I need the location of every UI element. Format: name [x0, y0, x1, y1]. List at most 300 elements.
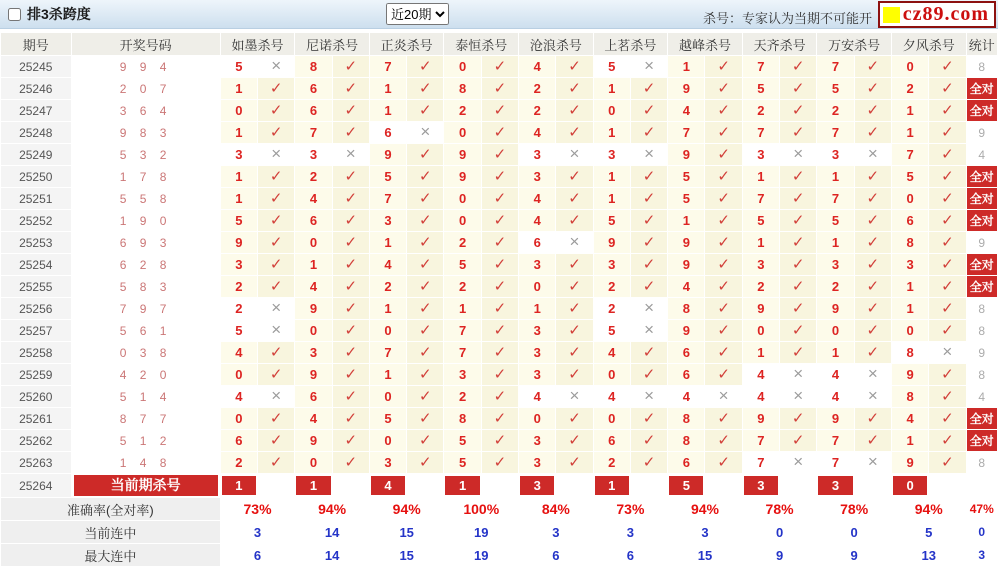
kill-number-cell: 8 — [444, 408, 480, 429]
footer-value-cell: 78% — [817, 498, 891, 520]
check-icon: ✓ — [866, 102, 880, 119]
kill-mark-cell — [705, 386, 741, 407]
kill-number-cell: 3 — [519, 320, 555, 341]
kill-number-cell: 1 — [892, 276, 928, 297]
kill-number-cell: 1 — [817, 232, 853, 253]
kill-number-cell: 1 — [444, 298, 480, 319]
kill-mark-cell — [705, 342, 741, 363]
cross-icon: × — [569, 143, 580, 163]
kill-number-cell: 0 — [370, 430, 406, 451]
cross-icon: × — [867, 363, 878, 383]
kill-mark-cell — [780, 100, 816, 121]
check-icon: ✓ — [493, 366, 507, 383]
stat-cell: 8 — [967, 320, 997, 341]
kill-mark-cell — [556, 276, 592, 297]
check-icon: ✓ — [344, 190, 358, 207]
check-icon: ✓ — [493, 278, 507, 295]
issue-cell: 25257 — [1, 320, 71, 341]
kill-number-cell: 2 — [817, 276, 853, 297]
kill-number-cell: 3 — [519, 430, 555, 451]
kill-number-cell: 1 — [668, 56, 704, 77]
kill-mark-cell — [631, 386, 667, 407]
current-kill-empty-cell — [929, 474, 965, 497]
table-row — [1, 342, 997, 363]
check-icon: ✓ — [941, 278, 954, 295]
cross-icon: × — [793, 451, 804, 471]
kill-mark-cell — [929, 100, 965, 121]
check-icon: ✓ — [717, 256, 730, 273]
kill-mark-cell — [780, 166, 816, 187]
kill-mark-cell — [929, 342, 965, 363]
kill-mark-cell — [407, 78, 443, 99]
stat-cell: 8 — [967, 56, 997, 77]
kill-mark-cell — [333, 100, 369, 121]
check-icon: ✓ — [419, 278, 432, 295]
kill-mark-cell — [258, 144, 294, 165]
col-header-expert: 万安杀号 — [817, 33, 891, 55]
check-icon: ✓ — [493, 102, 507, 119]
kill-number-cell: 4 — [295, 188, 331, 209]
kill-mark-cell — [333, 452, 369, 473]
kill-number-cell: 1 — [892, 298, 928, 319]
kill-number-cell: 4 — [817, 364, 853, 385]
current-kill-number: 0 — [893, 476, 927, 495]
current-kill-cell — [370, 474, 406, 497]
kill-mark-cell — [258, 452, 294, 473]
kill-number-cell: 5 — [221, 210, 257, 231]
check-icon: ✓ — [791, 234, 805, 251]
check-icon: ✓ — [791, 58, 805, 75]
kill-number-cell: 2 — [295, 166, 331, 187]
kill-mark-cell — [705, 254, 741, 275]
kill-number-cell: 3 — [221, 254, 257, 275]
stat-cell: 全对 — [967, 408, 997, 429]
current-kill-cell — [817, 474, 853, 497]
kill-mark-cell — [556, 100, 592, 121]
draw-numbers-cell: 2 0 7 — [72, 78, 220, 99]
kill-mark-cell — [556, 188, 592, 209]
check-icon: ✓ — [419, 410, 432, 427]
check-icon: ✓ — [791, 80, 805, 97]
title-checkbox[interactable] — [8, 8, 21, 21]
kill-number-cell: 5 — [817, 210, 853, 231]
footer-value-cell: 0 — [743, 521, 817, 543]
check-icon: ✓ — [419, 212, 432, 229]
check-icon: ✓ — [941, 410, 954, 427]
current-kill-empty-cell — [705, 474, 741, 497]
col-header-expert: 尼诺杀号 — [295, 33, 369, 55]
kill-mark-cell — [556, 56, 592, 77]
kill-mark-cell — [631, 210, 667, 231]
kill-mark-cell — [333, 122, 369, 143]
issue-cell: 25254 — [1, 254, 71, 275]
kill-number-cell: 6 — [221, 430, 257, 451]
kill-mark-cell — [556, 364, 592, 385]
footer-value-cell: 15 — [370, 544, 444, 566]
kill-number-cell: 7 — [817, 452, 853, 473]
kill-number-cell: 2 — [444, 100, 480, 121]
check-icon: ✓ — [493, 322, 507, 339]
footer-value-cell: 84% — [519, 498, 593, 520]
kill-mark-cell — [333, 210, 369, 231]
kill-number-cell: 3 — [444, 364, 480, 385]
kill-number-cell: 4 — [519, 188, 555, 209]
kill-mark-cell — [482, 232, 518, 253]
check-icon: ✓ — [568, 190, 581, 207]
kill-number-cell: 4 — [817, 386, 853, 407]
kill-mark-cell — [780, 188, 816, 209]
footer-row — [1, 521, 997, 543]
kill-number-cell: 6 — [594, 430, 630, 451]
footer-value-cell: 94% — [668, 498, 742, 520]
draw-numbers-cell: 6 2 8 — [72, 254, 220, 275]
kill-mark-cell — [333, 78, 369, 99]
cross-icon: × — [793, 363, 804, 383]
kill-number-cell: 9 — [668, 78, 704, 99]
kill-mark-cell — [556, 232, 592, 253]
kill-number-cell: 2 — [519, 78, 555, 99]
kill-mark-cell — [705, 408, 741, 429]
issue-cell: 25248 — [1, 122, 71, 143]
kill-number-cell: 1 — [817, 166, 853, 187]
kill-mark-cell — [333, 430, 369, 451]
current-kill-number: 1 — [595, 476, 629, 495]
kill-number-cell: 1 — [221, 166, 257, 187]
stat-cell: 4 — [967, 386, 997, 407]
kill-number-cell: 9 — [295, 430, 331, 451]
kill-mark-cell — [333, 56, 369, 77]
check-icon: ✓ — [419, 256, 432, 273]
footer-row — [1, 544, 997, 566]
stat-cell: 全对 — [967, 166, 997, 187]
kill-number-cell: 0 — [444, 210, 480, 231]
col-header-expert: 如墨杀号 — [221, 33, 295, 55]
check-icon: ✓ — [493, 168, 507, 185]
kill-mark-cell — [258, 298, 294, 319]
kill-mark-cell — [631, 232, 667, 253]
kill-number-cell: 3 — [817, 254, 853, 275]
kill-mark-cell — [556, 166, 592, 187]
check-icon: ✓ — [941, 190, 954, 207]
kill-number-cell: 0 — [221, 408, 257, 429]
footer-value-cell: 78% — [743, 498, 817, 520]
kill-mark-cell — [407, 276, 443, 297]
check-icon: ✓ — [419, 322, 432, 339]
kill-number-cell: 5 — [817, 78, 853, 99]
check-icon: ✓ — [717, 168, 730, 185]
check-icon: ✓ — [269, 454, 283, 471]
kill-mark-cell — [556, 320, 592, 341]
current-kill-cell — [743, 474, 779, 497]
kill-mark-cell — [631, 78, 667, 99]
check-icon: ✓ — [568, 102, 581, 119]
kill-number-cell: 7 — [370, 342, 406, 363]
kill-number-cell: 2 — [444, 386, 480, 407]
check-icon: ✓ — [866, 168, 880, 185]
check-icon: ✓ — [568, 124, 581, 141]
kill-note: 杀号：专家认为当期不可能开 — [702, 11, 872, 26]
check-icon: ✓ — [568, 80, 581, 97]
current-stat-empty-cell — [967, 474, 997, 497]
kill-number-cell: 6 — [668, 364, 704, 385]
kill-mark-cell — [780, 342, 816, 363]
cross-icon: × — [644, 143, 655, 163]
kill-number-cell: 1 — [594, 166, 630, 187]
table-row — [1, 188, 997, 209]
footer-value-cell: 100% — [444, 498, 518, 520]
footer-value-cell: 19 — [444, 521, 518, 543]
table-row — [1, 122, 997, 143]
check-icon: ✓ — [941, 256, 954, 273]
kill-number-cell: 7 — [444, 342, 480, 363]
kill-number-cell: 2 — [743, 100, 779, 121]
kill-number-cell: 9 — [444, 144, 480, 165]
current-kill-empty-cell — [482, 474, 518, 497]
kill-span-table — [0, 32, 998, 567]
col-header-expert: 上茗杀号 — [594, 33, 668, 55]
kill-number-cell: 6 — [295, 386, 331, 407]
kill-mark-cell — [482, 210, 518, 231]
kill-mark-cell — [258, 254, 294, 275]
kill-mark-cell — [258, 408, 294, 429]
footer-value-cell: 6 — [519, 544, 593, 566]
kill-number-cell: 6 — [668, 452, 704, 473]
kill-mark-cell — [556, 78, 592, 99]
kill-mark-cell — [855, 210, 891, 231]
kill-number-cell: 7 — [668, 122, 704, 143]
kill-mark-cell — [631, 298, 667, 319]
check-icon: ✓ — [717, 58, 730, 75]
kill-number-cell: 0 — [743, 320, 779, 341]
check-icon: ✓ — [493, 410, 507, 427]
kill-mark-cell — [855, 122, 891, 143]
check-icon: ✓ — [344, 344, 358, 361]
kill-number-cell: 8 — [668, 408, 704, 429]
kill-mark-cell — [929, 166, 965, 187]
kill-number-cell: 4 — [519, 122, 555, 143]
kill-mark-cell — [705, 276, 741, 297]
kill-number-cell: 5 — [594, 320, 630, 341]
kill-number-cell: 1 — [743, 342, 779, 363]
kill-mark-cell — [407, 430, 443, 451]
kill-mark-cell — [258, 342, 294, 363]
kill-number-cell: 9 — [221, 232, 257, 253]
kill-number-cell: 3 — [221, 144, 257, 165]
check-icon: ✓ — [866, 344, 880, 361]
kill-mark-cell — [631, 166, 667, 187]
kill-mark-cell — [855, 386, 891, 407]
draw-numbers-cell: 5 8 3 — [72, 276, 220, 297]
cross-icon: × — [271, 297, 282, 317]
kill-mark-cell — [482, 342, 518, 363]
kill-mark-cell — [631, 144, 667, 165]
kill-mark-cell — [333, 144, 369, 165]
issue-cell: 25250 — [1, 166, 71, 187]
check-icon: ✓ — [493, 344, 507, 361]
kill-number-cell: 0 — [892, 320, 928, 341]
kill-mark-cell — [705, 364, 741, 385]
kill-number-cell: 1 — [221, 122, 257, 143]
kill-number-cell: 2 — [444, 232, 480, 253]
kill-number-cell: 7 — [817, 122, 853, 143]
check-icon: ✓ — [493, 300, 507, 317]
current-kill-number: 1 — [222, 476, 256, 495]
kill-number-cell: 4 — [519, 56, 555, 77]
check-icon: ✓ — [269, 124, 283, 141]
kill-mark-cell — [855, 364, 891, 385]
kill-number-cell: 5 — [892, 166, 928, 187]
watermark-badge[interactable] — [878, 1, 996, 28]
kill-number-cell: 0 — [519, 408, 555, 429]
kill-number-cell: 0 — [594, 100, 630, 121]
kill-mark-cell — [482, 430, 518, 451]
kill-number-cell: 0 — [295, 320, 331, 341]
stat-cell: 9 — [967, 342, 997, 363]
kill-number-cell: 8 — [668, 298, 704, 319]
kill-number-cell: 8 — [444, 78, 480, 99]
cross-icon: × — [345, 143, 356, 163]
kill-mark-cell — [482, 56, 518, 77]
kill-number-cell: 4 — [668, 386, 704, 407]
check-icon: ✓ — [642, 168, 656, 185]
check-icon: ✓ — [419, 80, 432, 97]
kill-mark-cell — [482, 276, 518, 297]
kill-mark-cell — [482, 408, 518, 429]
kill-number-cell: 9 — [743, 408, 779, 429]
col-header-expert: 泰恒杀号 — [444, 33, 518, 55]
cross-icon: × — [271, 143, 282, 163]
header-row — [1, 33, 997, 55]
check-icon: ✓ — [419, 102, 432, 119]
cross-icon: × — [271, 385, 282, 405]
kill-mark-cell — [407, 122, 443, 143]
cross-icon: × — [569, 385, 580, 405]
kill-mark-cell — [780, 232, 816, 253]
kill-mark-cell — [780, 254, 816, 275]
kill-mark-cell — [407, 408, 443, 429]
kill-mark-cell — [631, 276, 667, 297]
kill-mark-cell — [780, 430, 816, 451]
kill-mark-cell — [482, 100, 518, 121]
current-banner-cell — [72, 474, 220, 497]
kill-mark-cell — [631, 364, 667, 385]
draw-numbers-cell: 1 9 0 — [72, 210, 220, 231]
kill-number-cell: 5 — [370, 166, 406, 187]
kill-number-cell: 4 — [519, 386, 555, 407]
kill-mark-cell — [556, 430, 592, 451]
kill-mark-cell — [855, 78, 891, 99]
kill-number-cell: 0 — [370, 320, 406, 341]
kill-mark-cell — [333, 408, 369, 429]
current-kill-empty-cell — [855, 474, 891, 497]
kill-number-cell: 0 — [444, 188, 480, 209]
kill-number-cell: 4 — [295, 408, 331, 429]
watermark-text: cz89.com — [902, 3, 989, 25]
col-header-expert: 夕风杀号 — [892, 33, 966, 55]
kill-number-cell: 0 — [221, 100, 257, 121]
kill-mark-cell — [482, 166, 518, 187]
kill-mark-cell — [855, 56, 891, 77]
check-icon: ✓ — [717, 322, 730, 339]
check-icon: ✓ — [941, 80, 954, 97]
check-icon: ✓ — [568, 58, 581, 75]
check-icon: ✓ — [269, 344, 283, 361]
kill-mark-cell — [780, 298, 816, 319]
kill-number-cell: 8 — [892, 232, 928, 253]
check-icon: ✓ — [344, 234, 358, 251]
kill-mark-cell — [631, 100, 667, 121]
period-select[interactable] — [386, 3, 449, 25]
kill-number-cell: 7 — [743, 452, 779, 473]
check-icon: ✓ — [493, 146, 507, 163]
draw-numbers-cell: 1 4 8 — [72, 452, 220, 473]
kill-mark-cell — [929, 452, 965, 473]
kill-mark-cell — [929, 298, 965, 319]
kill-number-cell: 5 — [668, 166, 704, 187]
issue-cell: 25245 — [1, 56, 71, 77]
kill-number-cell: 2 — [594, 276, 630, 297]
check-icon: ✓ — [419, 234, 432, 251]
draw-numbers-cell: 5 1 4 — [72, 386, 220, 407]
kill-mark-cell — [482, 188, 518, 209]
draw-numbers-cell: 9 8 3 — [72, 122, 220, 143]
kill-mark-cell — [258, 166, 294, 187]
check-icon: ✓ — [419, 366, 432, 383]
kill-number-cell: 3 — [594, 254, 630, 275]
footer-row — [1, 498, 997, 520]
kill-mark-cell — [855, 298, 891, 319]
check-icon: ✓ — [269, 410, 283, 427]
check-icon: ✓ — [344, 168, 358, 185]
check-icon: ✓ — [717, 300, 730, 317]
check-icon: ✓ — [419, 388, 432, 405]
kill-mark-cell — [780, 452, 816, 473]
issue-cell: 25256 — [1, 298, 71, 319]
kill-mark-cell — [855, 320, 891, 341]
kill-number-cell: 1 — [519, 298, 555, 319]
kill-number-cell: 1 — [594, 188, 630, 209]
check-icon: ✓ — [419, 432, 432, 449]
kill-number-cell: 7 — [817, 56, 853, 77]
kill-number-cell: 5 — [594, 210, 630, 231]
check-icon: ✓ — [717, 366, 730, 383]
check-icon: ✓ — [493, 190, 507, 207]
check-icon: ✓ — [642, 410, 656, 427]
current-kill-empty-cell — [556, 474, 592, 497]
check-icon: ✓ — [568, 300, 581, 317]
col-header-expert: 越峰杀号 — [668, 33, 742, 55]
kill-number-cell: 7 — [817, 188, 853, 209]
kill-number-cell: 2 — [221, 452, 257, 473]
check-icon: ✓ — [419, 58, 432, 75]
kill-mark-cell — [631, 452, 667, 473]
draw-numbers-cell: 4 2 0 — [72, 364, 220, 385]
footer-value-cell: 6 — [221, 544, 295, 566]
kill-number-cell: 3 — [295, 342, 331, 363]
kill-mark-cell — [333, 320, 369, 341]
kill-number-cell: 9 — [892, 364, 928, 385]
kill-mark-cell — [855, 254, 891, 275]
kill-mark-cell — [333, 386, 369, 407]
issue-cell: 25263 — [1, 452, 71, 473]
check-icon: ✓ — [941, 124, 954, 141]
check-icon: ✓ — [866, 234, 880, 251]
check-icon: ✓ — [344, 278, 358, 295]
check-icon: ✓ — [344, 322, 358, 339]
kill-mark-cell — [929, 364, 965, 385]
check-icon: ✓ — [717, 454, 730, 471]
footer-value-cell: 9 — [817, 544, 891, 566]
